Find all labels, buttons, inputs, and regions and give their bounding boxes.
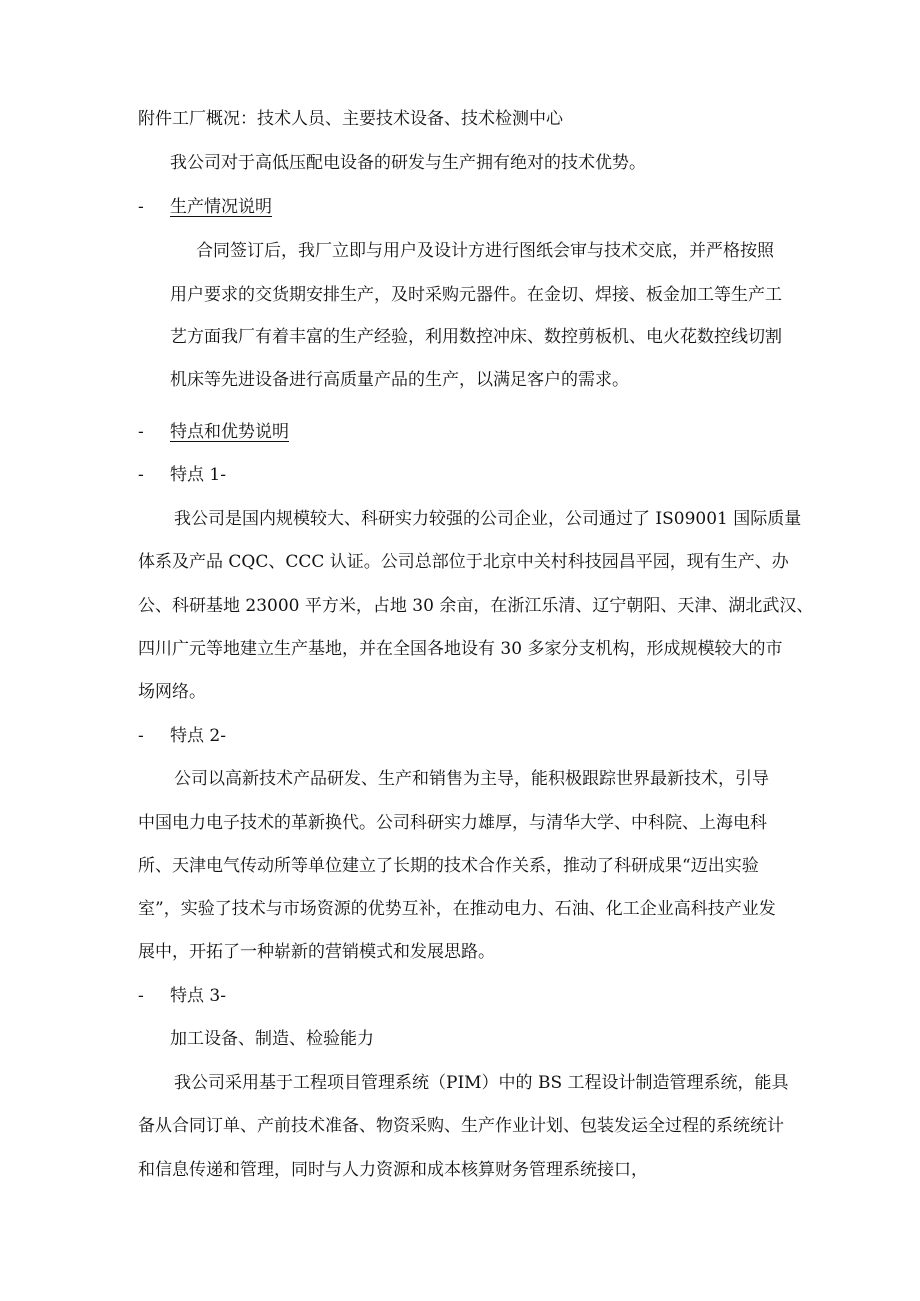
feature-2-label: 特点 2- xyxy=(170,726,226,746)
bullet-dash: - xyxy=(138,986,144,1006)
intro-paragraph: 我公司对于高低压配电设备的研发与生产拥有绝对的技术优势。 xyxy=(170,153,646,173)
production-line: 机床等先进设备进行高质量产品的生产，以满足客户的需求。 xyxy=(170,370,629,390)
feature-2-line: 中国电力电子技术的革新换代。公司科研实力雄厚，与清华大学、中科院、上海电科 xyxy=(138,813,767,833)
feature-3-line: 我公司采用基于工程项目管理系统（PIM）中的 BS 工程设计制造管理系统，能具 xyxy=(174,1073,789,1093)
bullet-dash: - xyxy=(138,465,144,485)
section-heading-advantages: 特点和优势说明 xyxy=(170,422,289,442)
section-heading-production: 生产情况说明 xyxy=(170,197,272,217)
feature-3-line: 和信息传递和管理，同时与人力资源和成本核算财务管理系统接口， xyxy=(138,1160,648,1180)
bullet-dash: - xyxy=(138,726,144,746)
production-line: 用户要求的交货期安排生产，及时采购元器件。在金切、焊接、板金加工等生产工 xyxy=(170,285,782,305)
intro-line: 附件工厂概况：技术人员、主要技术设备、技术检测中心 xyxy=(138,109,563,129)
feature-1-line: 我公司是国内规模较大、科研实力较强的公司企业，公司通过了 IS09001 国际质量 xyxy=(174,509,802,529)
feature-3-subtitle: 加工设备、制造、检验能力 xyxy=(170,1029,374,1049)
feature-2-line: 公司以高新技术产品研发、生产和销售为主导，能积极跟踪世界最新技术，引导 xyxy=(174,769,769,789)
feature-2-line: 室”，实验了技术与市场资源的优势互补，在推动电力、石油、化工企业高科技产业发 xyxy=(138,899,776,919)
bullet-dash: - xyxy=(138,197,144,217)
bullet-dash: - xyxy=(138,422,144,442)
feature-1-line: 场网络。 xyxy=(138,682,206,702)
feature-2-line: 所、天津电气传动所等单位建立了长期的技术合作关系，推动了科研成果“迈出实验 xyxy=(138,856,759,876)
feature-1-line: 体系及产品 CQC、CCC 认证。公司总部位于北京中关村科技园昌平园，现有生产、办 xyxy=(138,552,789,572)
feature-1-label: 特点 1- xyxy=(170,465,226,485)
feature-3-label: 特点 3- xyxy=(170,986,226,1006)
production-line: 合同签订后，我厂立即与用户及设计方进行图纸会审与技术交底，并严格按照 xyxy=(196,241,774,261)
feature-1-line: 公、科研基地 23000 平方米，占地 30 余亩，在浙江乐清、辽宁朝阳、天津、湖北武汉、 xyxy=(138,596,814,616)
feature-3-line: 备从合同订单、产前技术准备、物资采购、生产作业计划、包装发运全过程的系统统计 xyxy=(138,1116,784,1136)
feature-1-line: 四川广元等地建立生产基地，并在全国各地设有 30 多家分支机构，形成规模较大的市 xyxy=(138,639,783,659)
feature-2-line: 展中，开拓了一种崭新的营销模式和发展思路。 xyxy=(138,942,495,962)
production-line: 艺方面我厂有着丰富的生产经验，利用数控冲床、数控剪板机、电火花数控线切割 xyxy=(170,327,782,347)
